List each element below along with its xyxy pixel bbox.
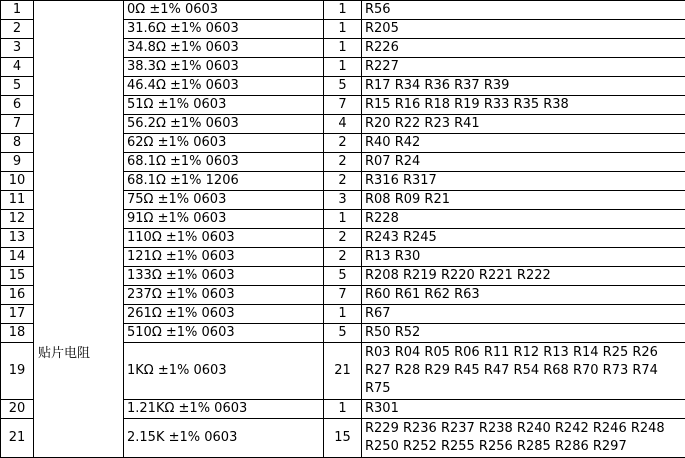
reference-designators-cell: R205 — [362, 20, 685, 39]
quantity-cell: 2 — [324, 134, 362, 153]
quantity-cell: 2 — [324, 248, 362, 267]
quantity-cell: 2 — [324, 153, 362, 172]
spec-cell: 133Ω ±1% 0603 — [124, 267, 324, 286]
row-number: 5 — [1, 77, 34, 96]
quantity-cell: 4 — [324, 115, 362, 134]
row-number: 8 — [1, 134, 34, 153]
quantity-cell: 5 — [324, 324, 362, 343]
spec-cell: 510Ω ±1% 0603 — [124, 324, 324, 343]
reference-designators-cell: R13 R30 — [362, 248, 685, 267]
spec-cell: 56.2Ω ±1% 0603 — [124, 115, 324, 134]
quantity-cell: 7 — [324, 286, 362, 305]
reference-designators-cell: R301 — [362, 400, 685, 419]
spec-cell: 1KΩ ±1% 0603 — [124, 343, 324, 400]
quantity-cell: 1 — [324, 1, 362, 20]
bom-table-body — [1, 1, 685, 458]
spec-cell: 237Ω ±1% 0603 — [124, 286, 324, 305]
spec-cell: 110Ω ±1% 0603 — [124, 229, 324, 248]
reference-designators-cell: R03 R04 R05 R06 R11 R12 R13 R14 R25 R26 R27 R28 R29 R45 R47 R54 R68 R70 R73 R74 R75 — [362, 343, 685, 400]
row-number: 18 — [1, 324, 34, 343]
quantity-cell: 7 — [324, 96, 362, 115]
reference-designators-cell: R17 R34 R36 R37 R39 — [362, 77, 685, 96]
quantity-cell: 5 — [324, 77, 362, 96]
quantity-cell: 15 — [324, 419, 362, 458]
row-number: 17 — [1, 305, 34, 324]
spec-cell: 261Ω ±1% 0603 — [124, 305, 324, 324]
category-cell: 贴片电阻 — [34, 1, 124, 458]
quantity-cell: 2 — [324, 229, 362, 248]
spec-cell: 62Ω ±1% 0603 — [124, 134, 324, 153]
row-number: 6 — [1, 96, 34, 115]
reference-designators-cell: R15 R16 R18 R19 R33 R35 R38 — [362, 96, 685, 115]
reference-designators-cell: R316 R317 — [362, 172, 685, 191]
reference-designators-cell: R228 — [362, 210, 685, 229]
row-number: 13 — [1, 229, 34, 248]
spec-cell: 91Ω ±1% 0603 — [124, 210, 324, 229]
spec-cell: 38.3Ω ±1% 0603 — [124, 58, 324, 77]
reference-designators-cell: R50 R52 — [362, 324, 685, 343]
reference-designators-cell: R07 R24 — [362, 153, 685, 172]
reference-designators-cell: R56 — [362, 1, 685, 20]
spec-cell: 1.21KΩ ±1% 0603 — [124, 400, 324, 419]
spec-cell: 0Ω ±1% 0603 — [124, 1, 324, 20]
row-number: 9 — [1, 153, 34, 172]
spec-cell: 68.1Ω ±1% 1206 — [124, 172, 324, 191]
quantity-cell: 1 — [324, 58, 362, 77]
row-number: 4 — [1, 58, 34, 77]
reference-designators-cell: R67 — [362, 305, 685, 324]
row-number: 1 — [1, 1, 34, 20]
row-number: 16 — [1, 286, 34, 305]
quantity-cell: 1 — [324, 39, 362, 58]
reference-designators-cell: R208 R219 R220 R221 R222 — [362, 267, 685, 286]
row-number: 19 — [1, 343, 34, 400]
quantity-cell: 2 — [324, 172, 362, 191]
row-number: 2 — [1, 20, 34, 39]
reference-designators-cell: R40 R42 — [362, 134, 685, 153]
reference-designators-cell: R243 R245 — [362, 229, 685, 248]
spec-cell: 51Ω ±1% 0603 — [124, 96, 324, 115]
reference-designators-cell: R60 R61 R62 R63 — [362, 286, 685, 305]
spec-cell: 68.1Ω ±1% 0603 — [124, 153, 324, 172]
reference-designators-cell: R08 R09 R21 — [362, 191, 685, 210]
spec-cell: 75Ω ±1% 0603 — [124, 191, 324, 210]
reference-designators-cell: R229 R236 R237 R238 R240 R242 R246 R248 R250 R252 R255 R256 R285 R286 R297 — [362, 419, 685, 458]
quantity-cell: 3 — [324, 191, 362, 210]
row-number: 12 — [1, 210, 34, 229]
row-number: 15 — [1, 267, 34, 286]
spec-cell: 2.15K ±1% 0603 — [124, 419, 324, 458]
table-row — [1, 1, 685, 20]
quantity-cell: 1 — [324, 20, 362, 39]
reference-designators-cell: R227 — [362, 58, 685, 77]
row-number: 21 — [1, 419, 34, 458]
spec-cell: 31.6Ω ±1% 0603 — [124, 20, 324, 39]
reference-designators-cell: R226 — [362, 39, 685, 58]
row-number: 14 — [1, 248, 34, 267]
row-number: 11 — [1, 191, 34, 210]
spec-cell: 121Ω ±1% 0603 — [124, 248, 324, 267]
quantity-cell: 5 — [324, 267, 362, 286]
row-number: 7 — [1, 115, 34, 134]
quantity-cell: 1 — [324, 305, 362, 324]
row-number: 20 — [1, 400, 34, 419]
reference-designators-cell: R20 R22 R23 R41 — [362, 115, 685, 134]
quantity-cell: 21 — [324, 343, 362, 400]
row-number: 3 — [1, 39, 34, 58]
quantity-cell: 1 — [324, 210, 362, 229]
quantity-cell: 1 — [324, 400, 362, 419]
spec-cell: 34.8Ω ±1% 0603 — [124, 39, 324, 58]
spec-cell: 46.4Ω ±1% 0603 — [124, 77, 324, 96]
row-number: 10 — [1, 172, 34, 191]
